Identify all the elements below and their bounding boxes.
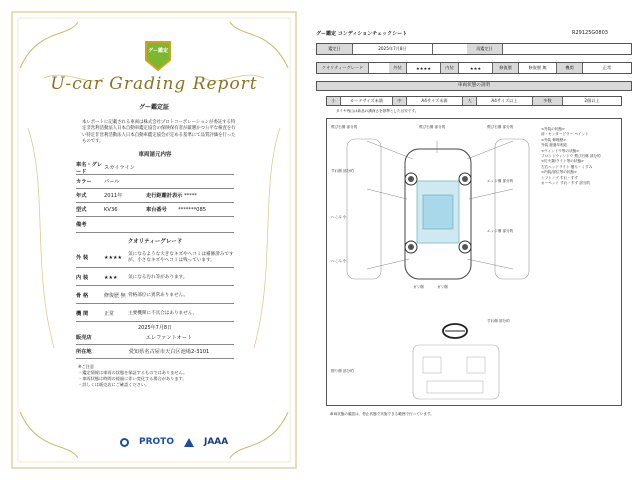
engine-label: 機関 [557,63,583,73]
certificate-subtitle: グー鑑定証 [138,104,169,111]
panel-label: へこみ 小 [331,259,347,263]
proto-logo: PROTO [139,437,174,447]
size-key: 小 [327,97,341,105]
note-line: 前・センターピラー ペイント [541,132,589,137]
field-value: *******085 [178,206,207,213]
condition-notes [541,127,619,186]
panel-label: ガリ傷 [413,285,424,289]
size-legend [326,96,622,106]
damage-diagram-area [326,118,622,406]
issue-date: 2025年7月8日 [137,325,173,331]
grade-stars: 正常 [104,311,115,317]
size-key: 中 [393,97,407,105]
date-label: 鑑定日 [317,44,353,54]
note-line: シフトノブ すれ・すず [541,175,578,180]
field-value: ***** [184,192,197,199]
ext-stars: ★★★★ [407,63,441,73]
grade-stars: ★★★ [104,274,118,281]
certificate-intro: 本レポートに記載される車両は株式会社プロトコーポレーションが委託する特定非営利活動法人日本自動車鑑定協会の保険保有者が厳選かつ公平な検査を行い特定非営利活動法人日本自動車鑑定協会が定める基準にて品質評価を行ったものです。 [82,120,236,145]
field-row-year [76,189,234,203]
note-line: 左右ヘッドライト 曇り・くすみ [541,164,593,169]
field-row-name [76,161,234,175]
field-label: 走行距離計表示 [146,193,183,199]
dealer-row [76,331,234,345]
note-line: <外装の状態> [541,127,565,131]
field-value: 2011年 [104,193,123,199]
panel-label: すれ傷 部分的 [331,169,354,173]
grade-desc: 主要機関に不具合はありません。 [128,310,198,316]
field-row-color [76,175,234,189]
badge-text: グー鑑定 [147,48,168,54]
grade-desc: 骨格部位に異常ありません。 [128,292,188,298]
field-row-model [76,203,234,217]
state-heading: 車両状態の説明 [316,81,632,91]
note-line: ・車両状態は時間の経過に伴い変化する場合があります。 [78,376,187,381]
address-label: 所在地 [76,349,92,355]
logo-bar [120,434,230,450]
proto-logo-icon [120,438,129,447]
grade-summary-row [316,62,632,74]
grade-stars: ★★★★ [104,254,122,261]
size-desc: カードサイズ未満 [341,97,393,105]
size-key: 大 [463,97,477,105]
note-line: フロントウィンドウ 飛び石傷 部分的 [541,154,601,159]
panel-label: すれ傷 部分的 [487,319,510,323]
note-line: <外装 修理歴> [541,137,567,142]
note-line: カーペット すれ・すず 部分的 [541,181,591,186]
size-desc: A4サイズ以上 [477,97,533,105]
note-line: <灯火類/ライト等の状態> [541,159,585,164]
size-key: 多数 [533,97,563,105]
note-line: <ウィンドウ等の状態> [541,148,580,153]
size-desc: 2個以上 [584,98,600,103]
address-value: 愛知県名古屋市天白区池場2-3101 [128,349,210,355]
field-label: 備考 [76,222,87,228]
panel-label: 擦り傷 部分的 [331,369,354,373]
panel-label: 飛び石傷 部分的 [331,125,358,129]
panel-label: 飛び石傷 部分的 [487,125,514,129]
grade-stars: 修復歴 無 [104,293,126,299]
panel-label: エッジ傷 部分的 [487,229,514,233]
field-value: KV36 [104,206,118,213]
grade-summary-label: クオリティーグレード [317,63,369,73]
doc-number: R29125G0803 [572,30,608,36]
field-value: パール [104,179,120,185]
grade-desc: 気になる汚れ等があります。 [128,274,188,280]
grading-certificate [8,8,300,472]
field-value: スカイライン [104,165,135,171]
sheet-title: グー鑑定 コンディションチェックシート [316,31,408,37]
repair-value: 修復歴 無 [519,63,557,73]
field-label: カラー [76,179,92,185]
panel-label: 飛び石傷 部分的 [419,125,446,129]
jaaa-logo: JAAA [203,437,229,447]
int-stars: ★★★ [459,63,493,73]
field-label: 車名・グレード [76,161,102,175]
field-label: 年式 [76,193,87,199]
address-row [76,345,234,359]
note-line: ・鑑定情報は車両の状態を保証するものではありません。 [78,370,188,375]
grade-row-engine [76,306,234,322]
notes [78,364,234,388]
certificate-title: U-car Grading Report [50,74,258,94]
engine-value: 正常 [602,65,612,70]
grade-label: 骨 格 [76,293,89,299]
note-line: 外装 経過年相応 [541,143,568,148]
grade-label: 機 関 [76,311,89,317]
int-label: 内装 [441,63,459,73]
repair-label: 修復歴 [493,63,519,73]
grade-desc: 気になるような大きなキズやヘコミは補修済みですが、小さなキズやヘコミは残っています。 [128,251,234,263]
dealer-name: エレファントオート [145,335,193,341]
jaaa-logo-icon [184,438,194,447]
note-line: ・詳しくは販売店にご確認ください。 [78,382,150,387]
field-row-remarks [76,217,234,233]
panel-label: へこみ 小 [331,215,347,219]
grade-label: 外 装 [76,255,89,261]
grade-label: 内 装 [76,275,89,281]
grade-row-interior [76,270,234,286]
grade-row-exterior [76,248,234,268]
ext-label: 外装 [389,63,407,73]
note-line: <内装/部位等の状態> [541,170,577,175]
vehicle-section-heading: 車両諸元内容 [76,150,234,158]
reinspect-label: 再鑑定日 [467,44,503,54]
footer-note: 車両状態の確認は、停止状態で実施できる範囲で行っています。 [330,412,434,416]
grade-row-frame [76,288,234,304]
field-label: 車台番号 [146,207,167,213]
date-value: 2025年7月8日 [353,44,433,54]
panel-label: エッジ傷 部分的 [487,179,514,183]
date-row [316,43,632,55]
size-desc: A4サイズ未満 [407,97,463,105]
field-label: 型式 [76,207,87,213]
panel-label: ガリ傷 [437,285,448,289]
quality-section-heading: クオリティーグレード [76,237,234,245]
notes-heading: ※ご注意 [78,364,95,369]
dealer-label: 販売店 [76,335,92,341]
legend-note: タイヤ残山は新品の溝深さを基準とした目安です。 [336,109,419,113]
goo-badge [144,40,172,72]
